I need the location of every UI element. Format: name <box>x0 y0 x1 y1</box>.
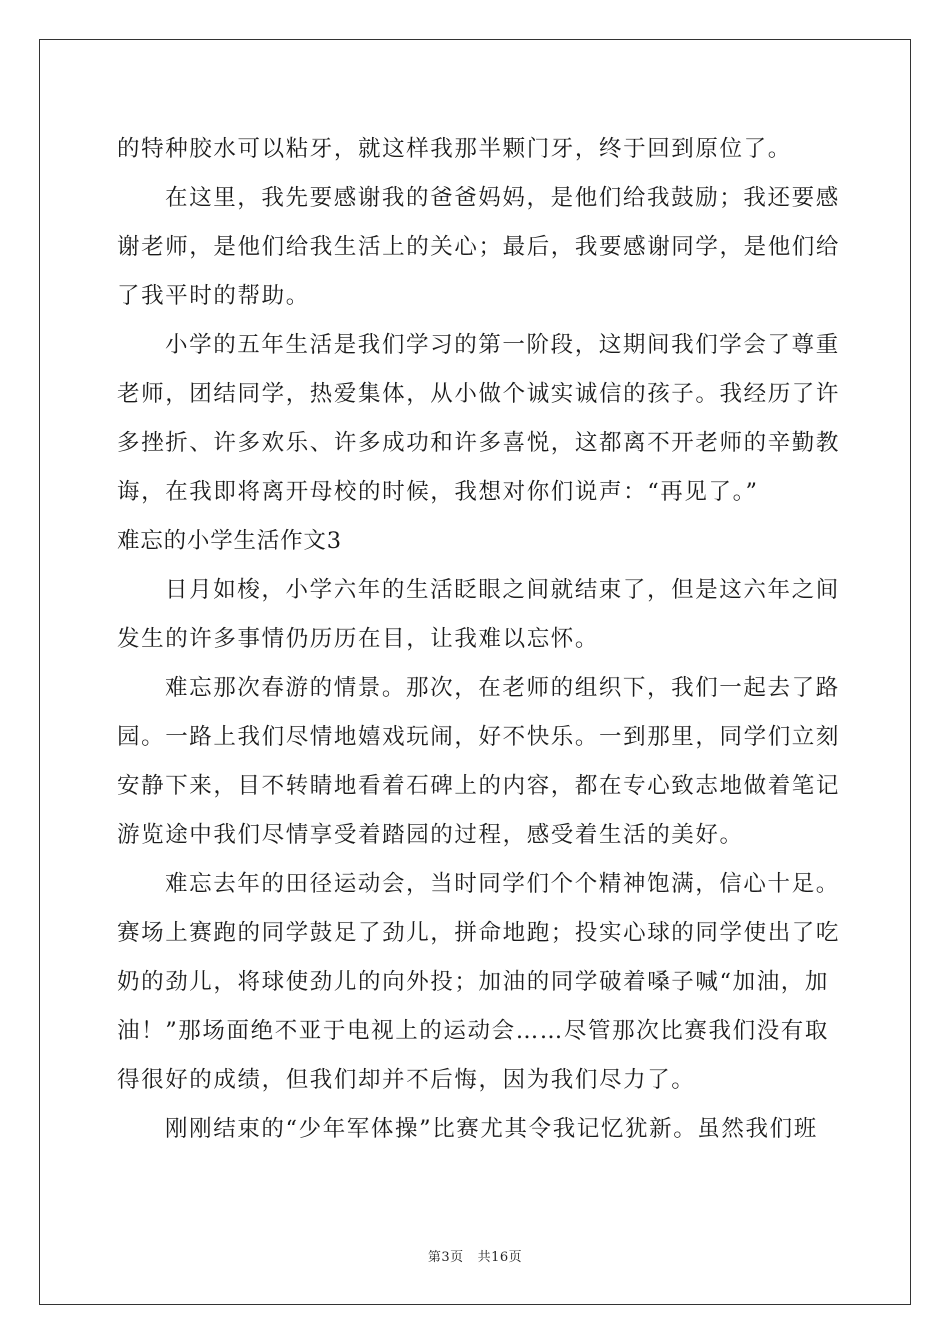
text-line: 老师，团结同学，热爱集体，从小做个诚实诚信的孩子。我经历了许 <box>117 381 841 407</box>
document-body <box>117 125 841 1154</box>
text-line: 在这里，我先要感谢我的爸爸妈妈，是他们给我鼓励；我还要感 <box>165 185 840 211</box>
text-line: 日月如梭，小学六年的生活眨眼之间就结束了，但是这六年之间 <box>165 577 840 603</box>
text-line: 谢老师，是他们给我生活上的关心；最后，我要感谢同学，是他们给 <box>117 234 841 260</box>
text-line: 安静下来，目不转睛地看着石碑上的内容，都在专心致志地做着笔记 <box>117 773 841 799</box>
text-line: 诲，在我即将离开母校的时候，我想对你们说声：“再见了。” <box>117 479 759 505</box>
text-line: 难忘那次春游的情景。那次，在老师的组织下，我们一起去了路 <box>165 675 840 701</box>
page-number: 第3页 <box>427 1250 464 1265</box>
text-line: 游览途中我们尽情享受着踏园的过程，感受着生活的美好。 <box>117 822 744 848</box>
text-line: 发生的许多事情仍历历在目，让我难以忘怀。 <box>117 626 600 652</box>
section-heading: 难忘的小学生活作文3 <box>117 528 342 554</box>
text-line: 难忘去年的田径运动会，当时同学们个个精神饱满，信心十足。 <box>165 871 840 897</box>
text-line: 小学的五年生活是我们学习的第一阶段，这期间我们学会了尊重 <box>165 332 840 358</box>
text-line: 奶的劲儿，将球使劲儿的向外投；加油的同学破着嗓子喊“加油，加 <box>117 969 830 995</box>
text-line: 刚刚结束的“少年军体操”比赛尤其令我记忆犹新。虽然我们班 <box>165 1116 818 1142</box>
text-line: 油！”那场面绝不亚于电视上的运动会……尽管那次比赛我们没有取 <box>117 1018 830 1044</box>
text-line: 多挫折、许多欢乐、许多成功和许多喜悦，这都离不开老师的辛勤教 <box>117 430 841 456</box>
text-line: 园。一路上我们尽情地嬉戏玩闹，好不快乐。一到那里，同学们立刻 <box>117 724 841 750</box>
text-line: 赛场上赛跑的同学鼓足了劲儿，拼命地跑；投实心球的同学使出了吃 <box>117 920 841 946</box>
page-footer <box>0 1246 950 1265</box>
text-line: 得很好的成绩，但我们却并不后悔，因为我们尽力了。 <box>117 1067 696 1093</box>
page-total: 共16页 <box>477 1250 523 1265</box>
text-line: 的特种胶水可以粘牙，就这样我那半颗门牙，终于回到原位了。 <box>117 136 792 162</box>
text-line: 了我平时的帮助。 <box>117 283 310 309</box>
